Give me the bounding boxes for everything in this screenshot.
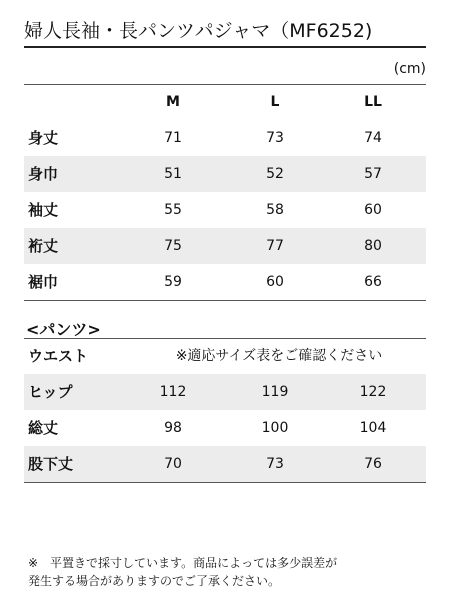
value-m: 51 (164, 166, 182, 182)
table-row (24, 446, 426, 482)
size-header-l: L (270, 94, 280, 110)
row-label: 総丈 (28, 419, 59, 437)
size-header-ll: LL (364, 94, 382, 110)
value-l: 77 (266, 238, 284, 254)
footnote (28, 554, 428, 590)
waist-row (24, 338, 426, 374)
value-l: 73 (266, 130, 284, 146)
unit-label: (cm) (393, 61, 426, 77)
value-l: 52 (266, 166, 284, 182)
value-ll: 122 (359, 384, 387, 400)
value-l: 58 (266, 202, 284, 218)
size-header-row (24, 84, 426, 120)
page-title: 婦人長袖・長パンツパジャマ（MF6252) (24, 20, 373, 42)
value-l: 73 (266, 456, 284, 472)
value-l: 100 (261, 420, 289, 436)
pants-bottom-rule (24, 482, 426, 483)
row-label: ヒップ (28, 383, 73, 401)
row-label: 身巾 (28, 165, 59, 183)
value-ll: 76 (364, 456, 382, 472)
value-ll: 74 (364, 130, 382, 146)
value-m: 75 (164, 238, 182, 254)
table-row (24, 120, 426, 156)
table-row (24, 410, 426, 446)
row-label: 裾巾 (28, 273, 59, 291)
row-label: 袖丈 (28, 201, 59, 219)
value-m: 55 (164, 202, 182, 218)
table-row (24, 264, 426, 300)
size-header-m: M (166, 94, 180, 110)
waist-note: ※適応サイズ表をご確認ください (175, 348, 383, 364)
footnote-line-1: ※ 平置きで採寸しています。商品によっては多少誤差が (28, 556, 338, 570)
row-label: ウエスト (28, 347, 89, 365)
value-m: 98 (164, 420, 182, 436)
title-underline (24, 46, 426, 48)
table-row (24, 228, 426, 264)
pants-section-heading: <パンツ> (26, 320, 101, 339)
value-ll: 104 (359, 420, 387, 436)
value-l: 119 (261, 384, 289, 400)
table-row (24, 192, 426, 228)
value-ll: 80 (364, 238, 382, 254)
value-m: 59 (164, 274, 182, 290)
table-row (24, 374, 426, 410)
value-m: 112 (159, 384, 187, 400)
value-ll: 60 (364, 202, 382, 218)
value-ll: 57 (364, 166, 382, 182)
value-m: 70 (164, 456, 182, 472)
value-l: 60 (266, 274, 284, 290)
table-bottom-rule (24, 300, 426, 301)
table-row (24, 156, 426, 192)
value-m: 71 (164, 130, 182, 146)
row-label: 裄丈 (28, 237, 59, 255)
row-label: 身丈 (28, 129, 59, 147)
footnote-line-2: 発生する場合がありますのでご了承ください。 (28, 574, 281, 588)
row-label: 股下丈 (28, 455, 74, 473)
value-ll: 66 (364, 274, 382, 290)
